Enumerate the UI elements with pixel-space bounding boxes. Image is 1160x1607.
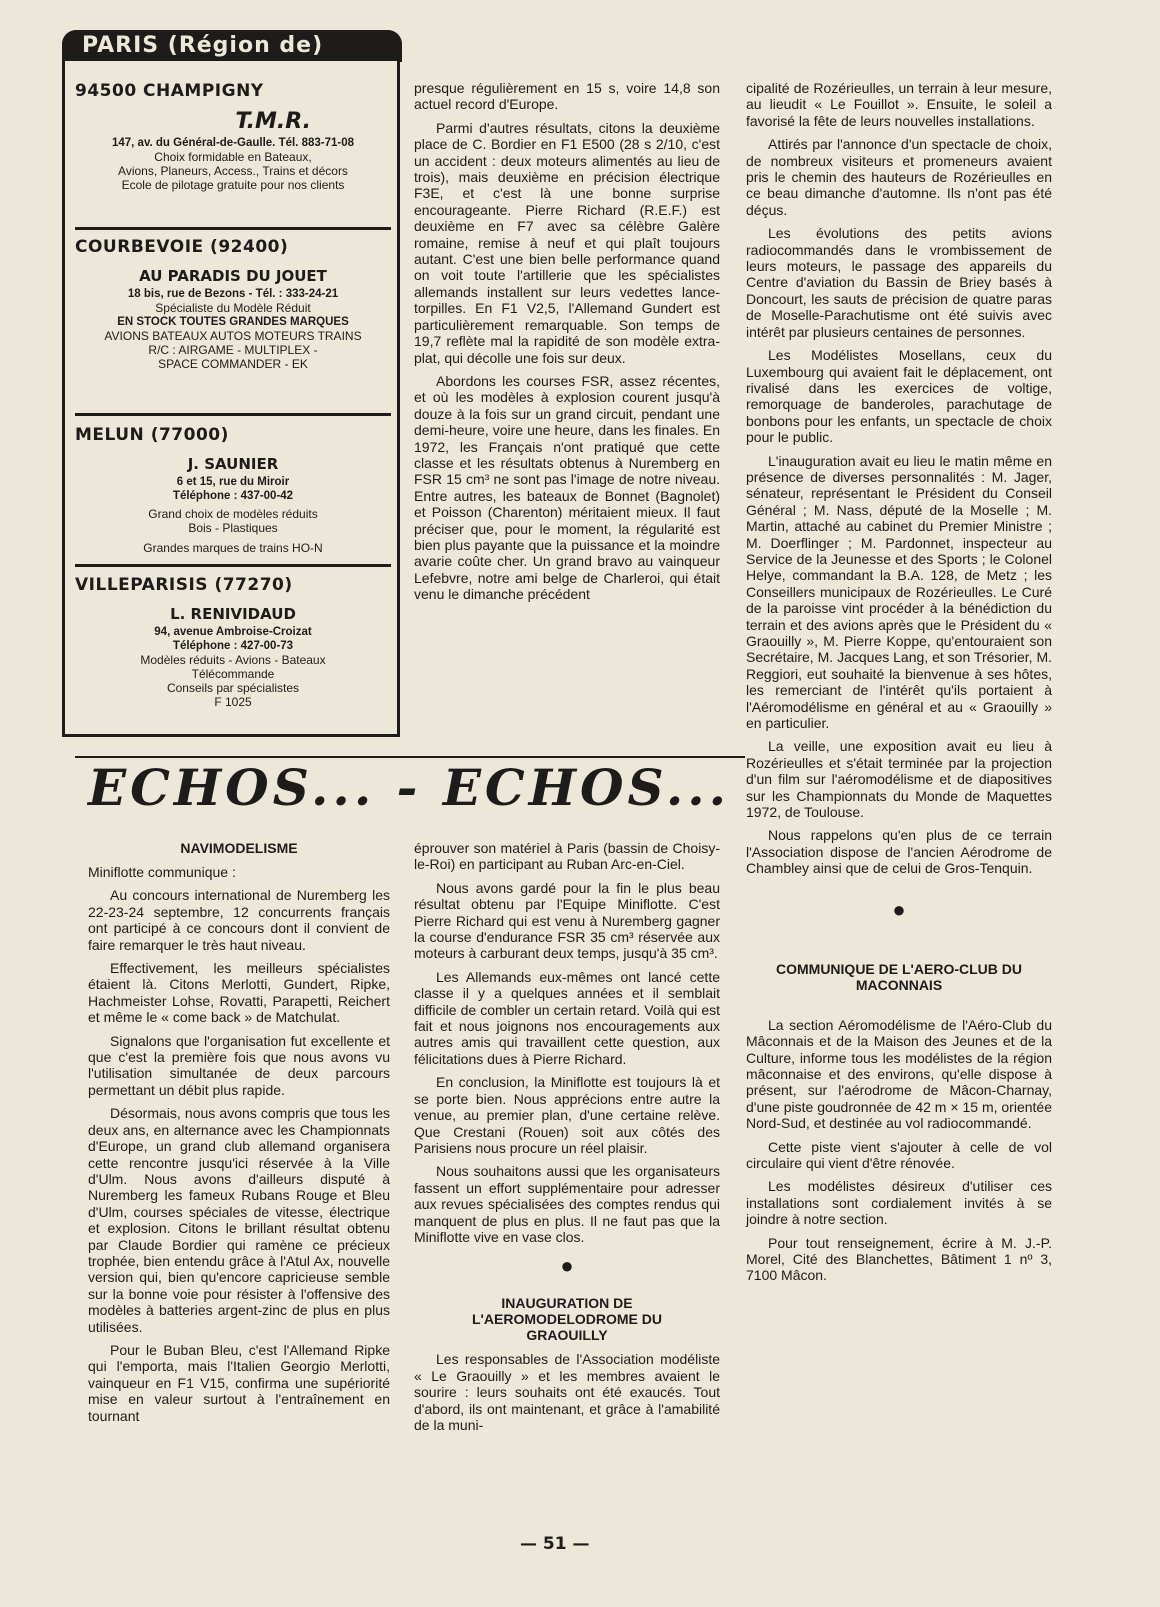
ad-details [75, 475, 391, 555]
ad-entry-melun [75, 425, 391, 555]
ad-line: Ecole de pilotage gratuite pour nos clients [121, 178, 345, 192]
ad-shop-name: J. SAUNIER [187, 455, 279, 473]
paragraph: Attirés par l'annonce d'un spectacle de choix, de nombreux visiteurs et promeneurs avaient pris le chemin des hauteurs de Rozérieulles en ce beau dimanche d'automne. Ils n'ont pas été déçus. [746, 136, 1052, 218]
paragraph: éprouver son matériel à Paris (bassin de Choisy-le-Roi) en participant au Ruban Arc-en-Ciel. [414, 840, 720, 873]
ad-line: Modèles réduits - Avions - Bateaux [140, 653, 326, 667]
ad-entry-villeparisis [75, 575, 391, 709]
ad-city: COURBEVOIE (92400) [75, 237, 289, 257]
paragraph: Abordons les courses FSR, assez récentes, et où les modèles à explosion courent jusqu'à douze à la fois sur un grand circuit, pendant une demi-heure, voire une heure, dans les finales. En 1972, les Français n'ont pratiqué que cette classe et les résultats obtenus à Nuremberg en FSR 15 cm³ ne sont pas l'image de notre niveau. Entre autres, les bateaux de Bonnet (Bagnolet) et Poisson (Charenton) méritaient mieux. Il faut préciser que, pour le moment, la régularité est bien plus payante que la puissance et la moindre avarie coûte cher. Un grand bravo au vainqueur Lefebvre, notre ami belge de Charleroi, qui était venu le dimanche précédent [414, 372, 720, 603]
paragraph: Les évolutions des petits avions radiocommandés dans le vrombissement de leurs moteurs, le passage des appareils du Centre d'aviation du Bassin de Briey basés à Doncourt, les sauts de précision de quatre paras de Moselle-Parachutisme ont été suivis avec intérêt par plusieurs centaines de personnes. [746, 225, 1052, 340]
ad-address: 18 bis, rue de Bezons - Tél. : 333-24-21 [127, 288, 339, 300]
paragraph: Nous rappelons qu'en plus de ce terrain l'Association dispose de l'ancien Aérodrome de Chambley ainsi que de celui de Gros-Tenquin. [746, 827, 1052, 877]
ad-line: F 1025 [214, 695, 252, 709]
paragraph: L'inauguration avait eu lieu le matin même en présence de diverses personnalités : M. Jager, sénateur, représentant le Président du Conseil Général ; M. Nass, député de la Moselle ; M. Martin, attaché au cabinet du Premier Ministre ; M. Doerflinger ; M. Pardonnet, inspecteur au Service de la Jeunesse et des Sports ; le Colonel Helye, commandant la B.A. 128, de Metz ; les Conseillers municipaux de Rozérieulles. Le Curé de la paroisse vint procéder à la bénédiction du terrain et des avions après que le Président du « Graouilly », M. Pierre Koppe, qu'entouraient son Secrétaire, M. Jacques Lang, et son Trésorier, M. Reggiori, eut souhaité la bienvenue à ses hôtes, les remerciant de l'intérêt qu'ils portaient à l'Aéromodélisme en général et au « Graouilly » en particulier. [746, 452, 1052, 732]
ad-line: Choix formidable en Bateaux, [154, 150, 312, 164]
paragraph: Les modélistes désireux d'utiliser ces installations sont cordialement invités à se joindre à notre section. [746, 1178, 1052, 1228]
ad-city: MELUN (77000) [75, 425, 229, 445]
ad-line: Grand choix de modèles réduits [148, 507, 318, 521]
paragraph: Effectivement, les meilleurs spécialistes étaient là. Citons Merlotti, Gundert, Ripke, Hachmeister Lohse, Rovatti, Parapetti, Reichert et même le « come back » de Matchulat. [88, 960, 390, 1026]
navimodelisme-column [88, 840, 390, 1431]
ad-entry-courbevoie [75, 237, 391, 371]
paragraph: Signalons que l'organisation fut excellente et que c'est la première fois que nous avons vu l'utilisation simultanée de deux parcours permettant un débit plus rapide. [88, 1032, 390, 1098]
ad-line: Télécommande [191, 667, 275, 681]
ad-details [75, 136, 391, 192]
ad-line: EN STOCK TOUTES GRANDES MARQUES [117, 316, 349, 328]
ad-divider [75, 227, 391, 230]
article-bottom-middle-column [414, 840, 720, 1440]
region-header-tab: PARIS (Région de) [62, 30, 402, 62]
paragraph: En conclusion, la Miniflotte est toujours là et se porte bien. Nous apprécions entre autre la venue, au premier plan, d'une certaine relève. Que Crestani (Rouen) soit aux côtés des Parisiens nous procure un réel plaisir. [414, 1074, 720, 1156]
ad-city: 94500 CHAMPIGNY [75, 81, 264, 101]
paragraph: Les Modélistes Mosellans, ceux du Luxembourg qui avaient fait le déplacement, ont rivalisé dans les exercices de voltige, remorquage de banderoles, parachutage de bonbons pour les enfants, un spectacle de choix pour le public. [746, 347, 1052, 446]
ad-entry-champigny [75, 81, 391, 192]
paragraph: La veille, une exposition avait eu lieu à Rozérieulles et s'était terminée par la projection d'un film sur l'aéromodélisme et de diapositives sur les Championnats du Monde de Maquettes 1972, de Toulouse. [746, 738, 1052, 821]
section-bullet: ● [892, 896, 906, 922]
ad-line: Grandes marques de trains HO-N [143, 541, 323, 555]
paragraph: Miniflotte communique : [88, 864, 236, 880]
ad-line: Bois - Plastiques [188, 521, 278, 535]
ad-line: SPACE COMMANDER - EK [158, 357, 308, 371]
article-right-column [746, 80, 1052, 1291]
paragraph: Parmi d'autres résultats, citons la deuxième place de C. Bordier en F1 E500 (28 s 2/10, c'est un accident : deux moteurs alimentés au lieu de trois), mais deuxième en précision électrique F3E, et c'est là une bonne surprise encourageante. Pierre Richard (R.E.F.) est deuxième en F7 avec sa célèbre Galère romaine, remise à neuf et qui plaît toujours autant. C'est une bien belle performance quand on voit toute l'artillerie que les spécialistes allemands installent sur leurs vedettes lance-torpilles. En F1 V2,5, l'Allemand Gundert est particulièrement remarquable. Son temps de 19,7 reflète mal la rapidité de son modèle extra-plat, qui décolle une fois sur deux. [414, 119, 720, 366]
paragraph: La section Aéromodélisme de l'Aéro-Club du Mâconnais et de la Maison des Jeunes et de la Culture, informe tous les modélistes de la région mâconnaise et des environs, qu'elle dispose à présent, sur l'aérodrome de Mâcon-Charnay, d'une piste goudronnée de 42 m × 15 m, orientée Nord-Sud, et destinée au vol radiocommandé. [746, 1016, 1052, 1132]
ad-details [75, 625, 391, 709]
paragraph: presque régulièrement en 15 s, voire 14,8 son actuel record d'Europe. [414, 80, 720, 113]
ad-line: Conseils par spécialistes [166, 681, 300, 695]
paragraph: Au concours international de Nuremberg les 22-23-24 septembre, 12 concurrents français ont participé à ce concours dont il convient de faire remarquer le très haut niveau. [88, 887, 390, 953]
ad-shop-name: AU PARADIS DU JOUET [139, 267, 327, 285]
ad-line: R/C : AIRGAME - MULTIPLEX - [148, 343, 318, 357]
paragraph: Nous souhaitons aussi que les organisateurs fassent un effort supplémentaire pour adresser aux revues spécialisées des comptes rendus qui manquent de plus en plus. Il ne faut pas que la Miniflotte vive en vase clos. [414, 1163, 720, 1245]
ad-city: VILLEPARISIS (77270) [75, 575, 293, 595]
ad-phone: Téléphone : 437-00-42 [172, 490, 294, 502]
section-bullet: ● [560, 1253, 574, 1279]
paragraph: Pour tout renseignement, écrire à M. J.-P. Morel, Cité des Blanchettes, Bâtiment 1 nº 3, 7100 Mâcon. [746, 1234, 1052, 1284]
paragraph: Pour le Buban Bleu, c'est l'Allemand Ripke qui l'emporta, mais l'Italien Georgio Merlotti, vainqueur en F1 V15, confirma une supériorité mise en valeur surtout à l'entraînement en tournant [88, 1341, 390, 1424]
paragraph: Désormais, nous avons compris que tous les deux ans, en alternance avec les Championnats d'Europe, un grand club allemand organisera cette rencontre jusqu'ici réservée à la Ville d'Ulm. Nous avons d'ailleurs disputé à Nuremberg les fameux Rubans Rouge et Bleu d'Ulm, courses spéciales de vitesse, électrique et explosion. Citons le brillant résultat obtenu par Claude Bordier qui ramène ce précieux trophée, bien entendu grâce à l'Atul Ax, nouvelle version qui, bien qu'encore capricieuse semble sur la bonne voie pour résister à l'offensive des modèles à batteries argent-zinc de plus en plus utilisées. [88, 1105, 390, 1335]
article-top-middle-column [414, 80, 720, 610]
ad-line: AVIONS BATEAUX AUTOS MOTEURS TRAINS [104, 329, 362, 343]
ad-phone: Téléphone : 427-00-73 [172, 640, 294, 652]
section-heading: INAUGURATION DE L'AEROMODELODROME DU GRAOUILLY [472, 1295, 662, 1344]
ad-shop-name: L. RENIVIDAUD [170, 605, 296, 623]
paragraph: Les responsables de l'Association modéliste « Le Graouilly » et les membres avaient le sourire : leurs souhaits ont été exaucés. Tout d'abord, ils ont maintenant, et grâce à l'amabilité de la muni- [414, 1351, 720, 1433]
page-number: — 51 — [520, 1534, 590, 1554]
paragraph: cipalité de Rozérieulles, un terrain à leur mesure, au lieudit « Le Fouillot ». Ensuite, le soleil a favorisé la fête de leurs nouvelles installations. [746, 80, 1052, 129]
paragraph: Nous avons gardé pour la fin le plus beau résultat obtenu par l'Equipe Miniflotte. C'est Pierre Richard qui est venu à Nuremberg gagner la course d'endurance FSR 35 cm³ réservée aux moteurs à carburant deux temps, jusqu'à 35 cm³. [414, 879, 720, 962]
ad-details [75, 287, 391, 371]
ad-shop-name: T.M.R. [235, 109, 311, 134]
shop-directory-box [62, 58, 400, 737]
section-heading: COMMUNIQUE DE L'AERO-CLUB DU MACONNAIS [776, 960, 1022, 993]
echos-title: ECHOS... - ECHOS... [88, 758, 731, 817]
ad-line: Spécialiste du Modèle Réduit [155, 301, 311, 315]
ad-address: 147, av. du Général-de-Gaulle. Tél. 883-71-08 [111, 137, 355, 149]
ad-line: Avions, Planeurs, Access., Trains et décors [118, 164, 348, 178]
paragraph: Les Allemands eux-mêmes ont lancé cette classe il y a quelques années et il semblait difficile de combler un certain retard. Voilà qui est fait et nous joignons nos encouragements aux autres amis qui travaillent cette question, aux félicitations dues à Pierre Richard. [414, 968, 720, 1067]
ad-divider [75, 564, 391, 567]
ad-divider [75, 413, 391, 416]
ad-address: 94, avenue Ambroise-Croizat [154, 626, 312, 638]
paragraph: Cette piste vient s'ajouter à celle de vol circulaire qui vient d'être rénovée. [746, 1138, 1052, 1171]
ad-address: 6 et 15, rue du Miroir [176, 476, 290, 488]
section-heading: NAVIMODELISME [180, 840, 298, 856]
